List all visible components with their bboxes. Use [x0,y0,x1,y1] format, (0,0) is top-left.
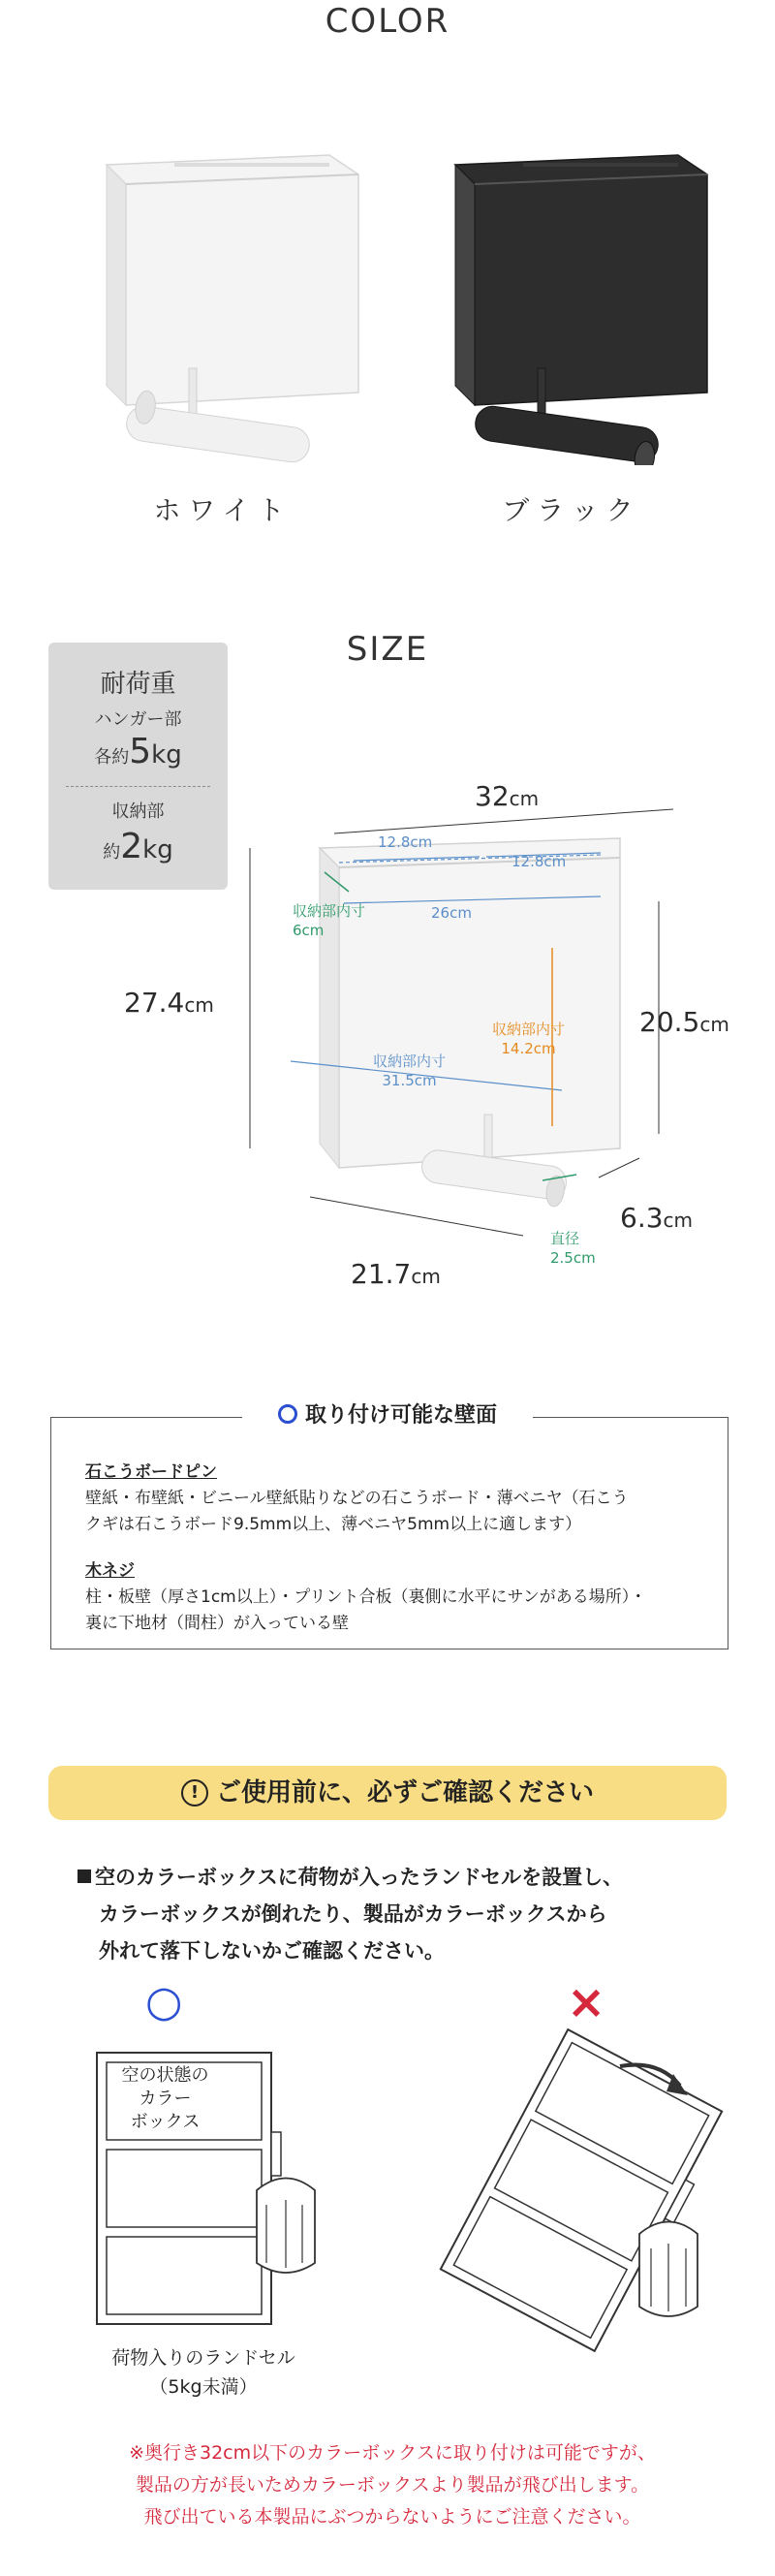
color-title: COLOR [325,2,450,41]
notice-text: 空のカラーボックスに荷物が入ったランドセルを設置し、 カラーボックスが倒れたり、製品がカラーボックスから 外れて落下しないかご確認ください。 [78,1859,736,1969]
inner-height-dim: 収納部内寸 14.2cm [492,1021,566,1057]
diameter-dim: 直径 2.5cm [550,1230,596,1267]
slot-left-dim: 12.8cm [378,833,433,851]
hanger-label: ハンガー部 [94,709,182,730]
divider [66,786,210,787]
bag-caption: 荷物入りのランドセル （5kg未満） [111,2347,295,2398]
footnote: ※奥行き32cm以下のカラーボックスに取り付けは可能ですが、 製品の方が長いためカラーボックスより製品が飛び出します。 飛び出ている本製品にぶつからないようにご注意ください。 [129,2442,656,2528]
inner-width-dim: 収納部内寸 31.5cm [373,1052,447,1089]
wall-title: 取り付け可能な壁面 [242,1399,533,1432]
square-bullet-icon [78,1869,91,1883]
inner-depth-dim: 収納部内寸 6cm [293,902,366,939]
size-title: SIZE [346,630,429,669]
ok-circle-icon [278,1404,297,1424]
black-product-image [417,136,727,465]
ng-mark: × [567,1975,606,2029]
load-title: 耐荷重 [100,670,176,699]
ok-mark: ○ [145,1977,183,2026]
slot-right-dim: 12.8cm [512,853,567,870]
width-dim: 32cm [475,780,540,812]
height-dim: 27.4cm [124,987,214,1019]
depth-dim: 6.3cm [620,1202,694,1234]
ng-illustration [426,2016,736,2374]
hanger-value: 各約5kg [94,732,182,771]
screw-section: 木ネジ 柱・板壁（厚さ1cm以上）・プリント合板（裏側に水平にサンがある場所）・ 裏に下地材（間柱）が入っている壁 [85,1561,647,1633]
slot-span-dim: 26cm [431,904,472,922]
white-label: ホワイト [153,494,293,526]
bar-length-dim: 21.7cm [351,1258,441,1290]
pin-section: 石こうボードピン 壁紙・布壁紙・ビニール壁紙貼りなどの石こうボード・薄ベニヤ（石こう クギは石こうボード9.5mm以上、薄ベニヤ5mm以上に適します） [85,1462,629,1534]
storage-label: 収納部 [111,801,165,822]
box-label: 空の状態の カラー ボックス [121,2065,209,2132]
storage-value: 約2kg [103,827,173,866]
load-capacity-box [48,643,228,890]
notice-bar: ! ご使用前に、必ずご確認ください [48,1766,727,1820]
box-height-dim: 20.5cm [639,1006,729,1038]
white-product-image [68,136,378,465]
black-label: ブラック [502,494,641,526]
exclamation-icon: ! [181,1779,208,1806]
